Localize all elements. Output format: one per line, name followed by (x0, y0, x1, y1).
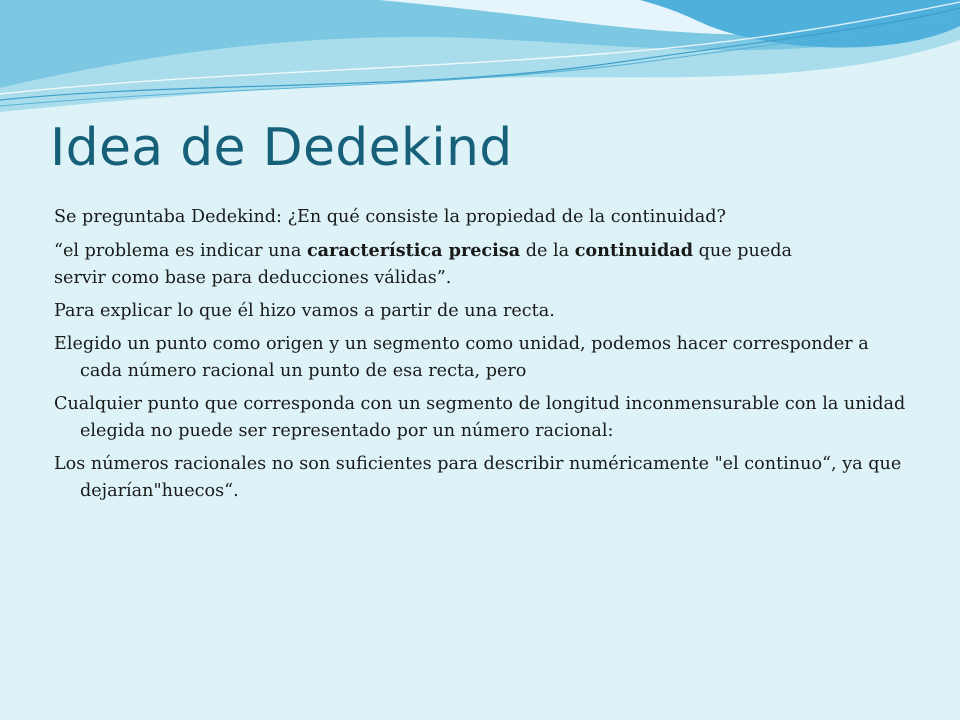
slide-body (54, 204, 914, 511)
quote-line-2: servir como base para deducciones válidas”. (54, 268, 452, 288)
paragraph-inconmensurable: Cualquier punto que corresponda con un segmento de longitud inconmensurable con la unidad elegida no puede ser representado por un número racional: (54, 394, 906, 441)
paragraph-recta: Para explicar lo que él hizo vamos a partir de una recta. (54, 301, 555, 321)
slide-title: Idea de Dedekind (50, 118, 513, 178)
quote-part-2: de la (520, 241, 575, 261)
quote-bold-caracteristica: característica precisa (306, 240, 521, 261)
paragraph-origen: Elegido un punto como origen y un segmento como unidad, podemos hacer corresponder a cada número racional un punto de esa recta, pero (54, 334, 869, 381)
paragraph-racionales: Los números racionales no son suficientes para describir numéricamente "el continuo“, ya que dejarían"huecos“. (54, 454, 902, 501)
paragraph-quote (54, 237, 914, 292)
quote-part-3: que pueda (693, 241, 792, 261)
quote-part-1: “el problema es indicar una (54, 241, 307, 261)
quote-bold-continuidad: continuidad (574, 240, 694, 261)
top-wave-decoration (0, 0, 960, 120)
paragraph-question: Se preguntaba Dedekind: ¿En qué consiste la propiedad de la continuidad? (54, 207, 726, 227)
